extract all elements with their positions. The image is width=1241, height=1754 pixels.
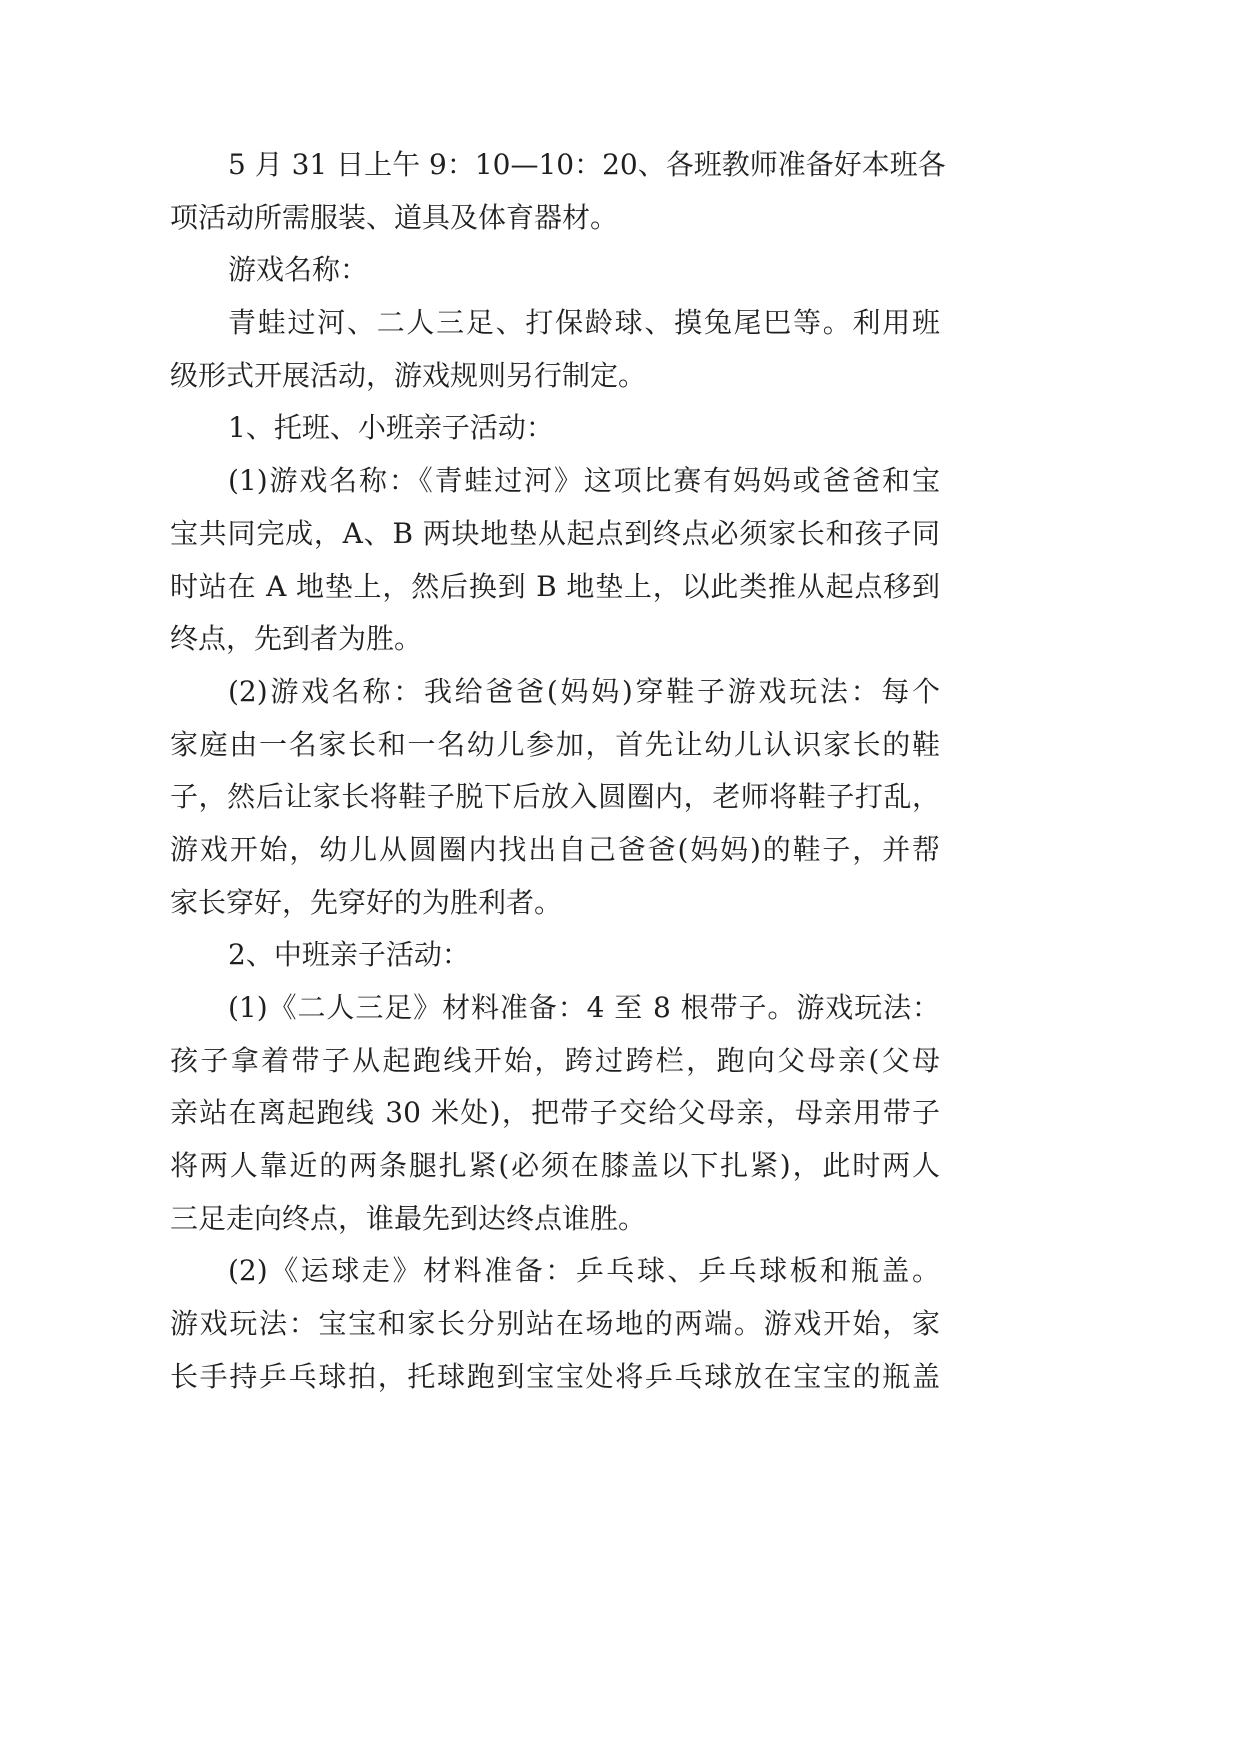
- text-line: 项活动所需服装、道具及体育器材。: [170, 200, 619, 234]
- paragraph-game-list: [170, 297, 940, 402]
- text-line: 家庭由一名家长和一名幼儿参加，首先让幼儿认识家长的鞋: [170, 727, 940, 761]
- text-line: (1)游戏名称：《青蛙过河》这项比赛有妈妈或爸爸和宝: [228, 464, 940, 498]
- text-line: 终点，先到者为胜。: [170, 622, 423, 656]
- text-line: 2、中班亲子活动：: [228, 938, 470, 972]
- text-line: (2)《运球走》材料准备：乒乓球、乒乓球板和瓶盖。: [228, 1254, 940, 1288]
- text-line: 子，然后让家长将鞋子脱下后放入圆圈内，老师将鞋子打乱，: [170, 780, 940, 814]
- paragraph-three-legged-game: [170, 982, 940, 1245]
- text-line: 时站在 A 地垫上，然后换到 B 地垫上，以此类推从起点移到: [170, 569, 940, 603]
- body-text: [170, 139, 946, 1404]
- text-line: 5 月 31 日上午 9：10—10：20、各班教师准备好本班各: [228, 148, 946, 181]
- text-line: 长手持乒乓球拍，托球跑到宝宝处将乒乓球放在宝宝的瓶盖: [170, 1359, 940, 1393]
- paragraph-ball-carry-game: [170, 1245, 940, 1403]
- text-line: 亲站在离起跑线 30 米处)，把带子交给父母亲，母亲用带子: [170, 1096, 940, 1130]
- text-line: 将两人靠近的两条腿扎紧(必须在膝盖以下扎紧)，此时两人: [170, 1149, 940, 1183]
- paragraph-game-names-heading: [170, 244, 940, 297]
- text-line: 宝共同完成，A、B 两块地垫从起点到终点必须家长和孩子同: [170, 516, 940, 550]
- text-line: (1)《二人三足》材料准备：4 至 8 根带子。游戏玩法：: [228, 991, 940, 1024]
- text-line: 孩子拿着带子从起跑线开始，跨过跨栏，跑向父母亲(父母: [170, 1043, 940, 1077]
- text-line: 三足走向终点，谁最先到达终点谁胜。: [170, 1201, 647, 1235]
- paragraph-frog-game: [170, 455, 940, 666]
- paragraph-schedule: [170, 139, 946, 244]
- text-line: 游戏名称：: [228, 253, 369, 287]
- text-line: 游戏开始，幼儿从圆圈内找出自己爸爸(妈妈)的鞋子，并帮: [170, 832, 940, 866]
- section-heading-1: [170, 402, 940, 455]
- text-line: 青蛙过河、二人三足、打保龄球、摸兔尾巴等。利用班: [228, 306, 940, 340]
- text-line: (2)游戏名称：我给爸爸(妈妈)穿鞋子游戏玩法：每个: [228, 674, 940, 708]
- paragraph-shoes-game: [170, 666, 940, 929]
- section-heading-2: [170, 929, 940, 982]
- text-line: 级形式开展活动，游戏规则另行制定。: [170, 358, 647, 392]
- text-line: 家长穿好，先穿好的为胜利者。: [170, 885, 563, 919]
- text-line: 1、托班、小班亲子活动：: [228, 411, 554, 445]
- text-line: 游戏玩法：宝宝和家长分别站在场地的两端。游戏开始，家: [170, 1307, 940, 1341]
